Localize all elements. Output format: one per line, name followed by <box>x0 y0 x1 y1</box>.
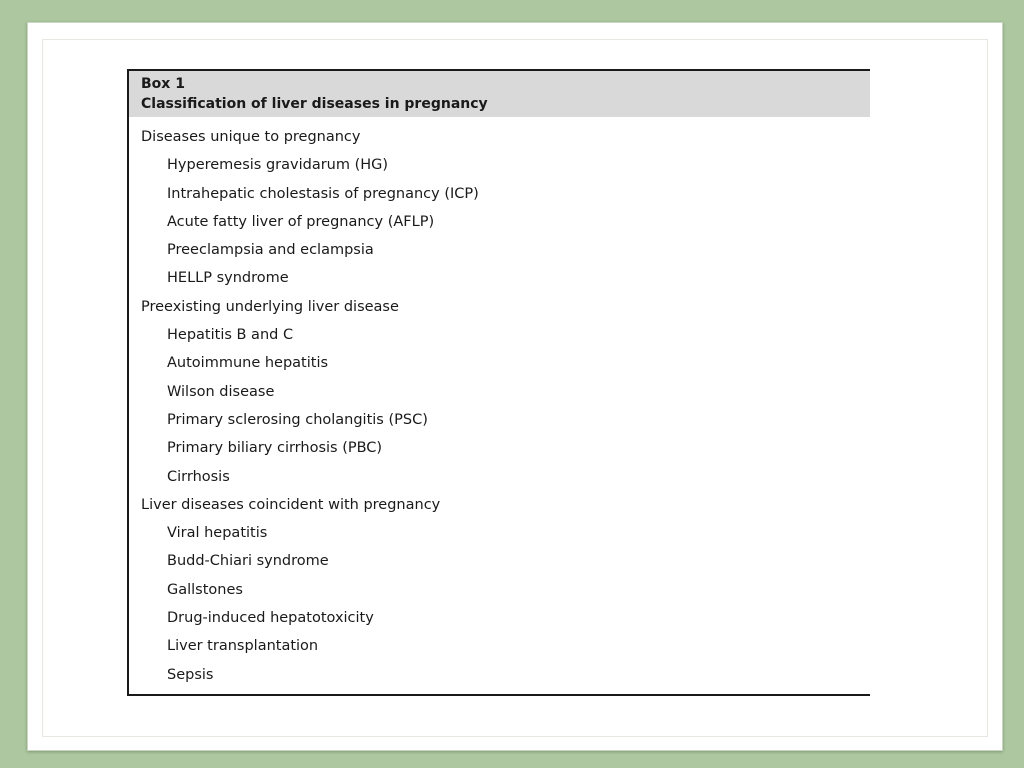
list-item: Sepsis <box>167 666 214 683</box>
list-item: Hepatitis B and C <box>167 327 294 344</box>
list-item: Acute fatty liver of pregnancy (AFLP) <box>167 213 435 230</box>
list-item: Drug-induced hepatotoxicity <box>167 610 374 627</box>
list-item: Intrahepatic cholestasis of pregnancy (ICP) <box>167 185 479 202</box>
list-item: Gallstones <box>167 581 243 598</box>
list-item: Autoimmune hepatitis <box>167 355 329 372</box>
list-item: Primary sclerosing cholangitis (PSC) <box>167 411 428 428</box>
slide <box>27 22 1003 751</box>
list-item: Budd-Chiari syndrome <box>167 553 329 570</box>
list-item: Viral hepatitis <box>167 525 268 542</box>
section-heading: Diseases unique to pregnancy <box>141 129 361 145</box>
section-heading: Preexisting underlying liver disease <box>141 298 399 315</box>
classification-list <box>129 123 870 689</box>
box-title: Classification of liver diseases in pregnancy <box>141 96 488 112</box>
list-item: HELLP syndrome <box>167 270 289 287</box>
list-item: Preeclampsia and eclampsia <box>167 242 374 259</box>
list-item: Cirrhosis <box>167 468 230 485</box>
box-label: Box 1 <box>141 76 185 92</box>
list-item: Hyperemesis gravidarum (HG) <box>167 157 389 174</box>
list-item: Wilson disease <box>167 383 275 400</box>
box-header <box>129 71 870 117</box>
classification-box <box>127 69 870 696</box>
section-heading: Liver diseases coincident with pregnancy <box>141 496 441 513</box>
list-item: Primary biliary cirrhosis (PBC) <box>167 440 383 457</box>
list-item: Liver transplantation <box>167 638 319 655</box>
